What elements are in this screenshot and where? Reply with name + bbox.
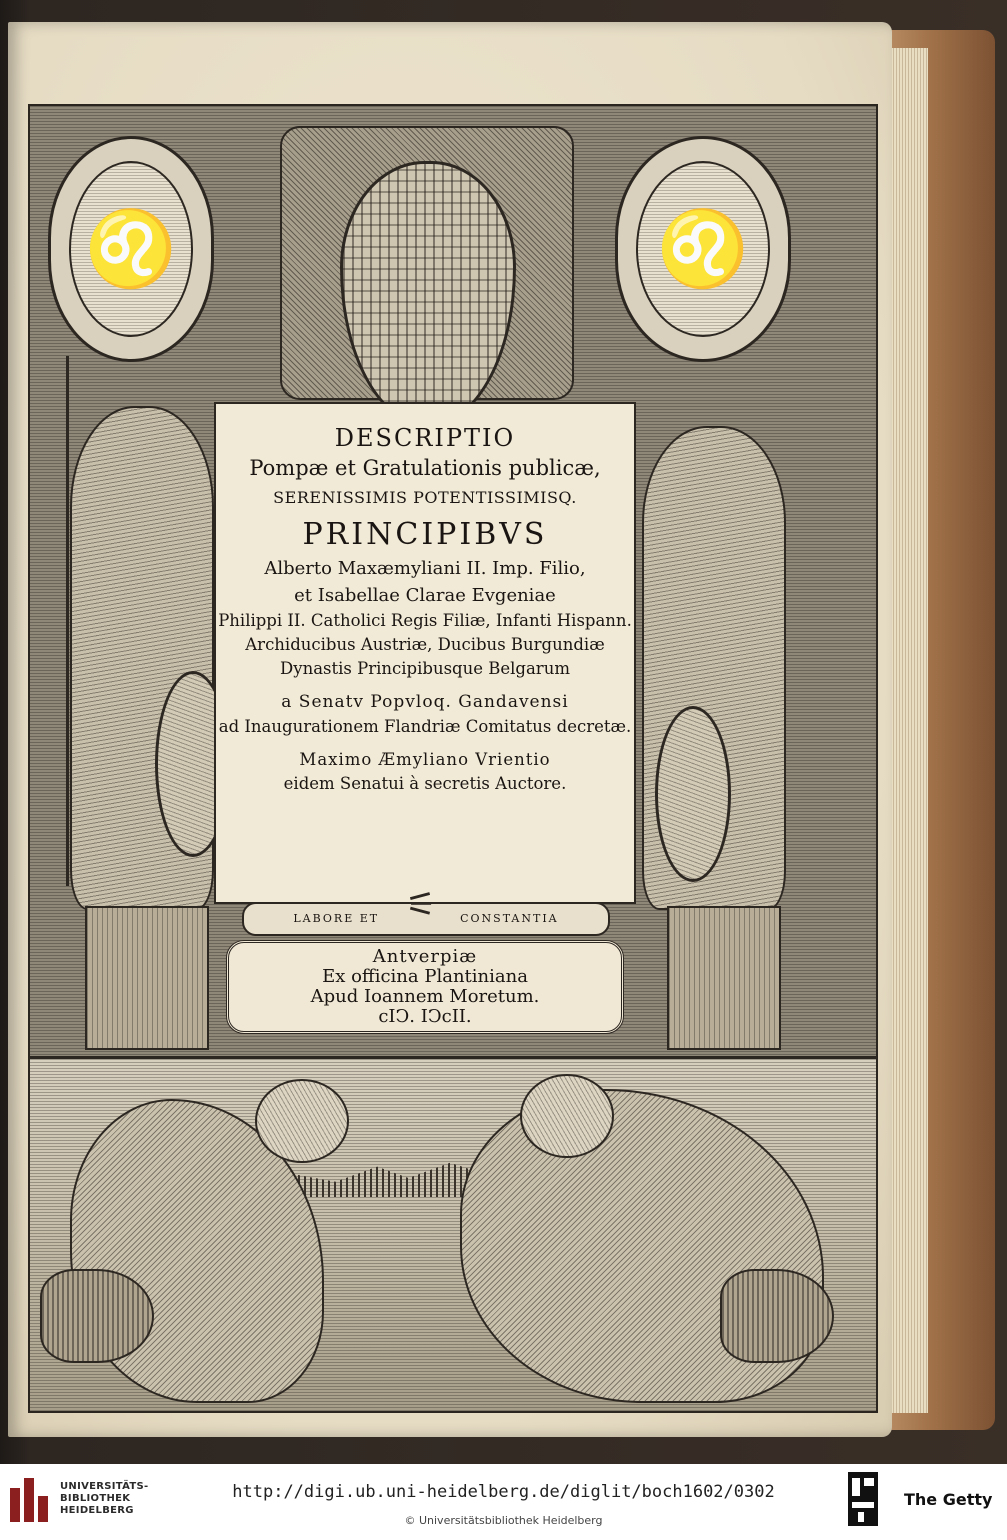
ub-heidelberg-name[interactable]: UNIVERSITÄTS- BIBLIOTHEK HEIDELBERG [60, 1481, 149, 1516]
right-putto [520, 1074, 614, 1158]
title-auctore: eidem Senatui à secretis Auctore. [283, 774, 567, 793]
river-landscape [30, 1056, 876, 1413]
title-principibus: PRINCIPIBVS [302, 517, 548, 552]
left-arms-cartouche [48, 136, 214, 362]
motto-left: LABORE ET [293, 912, 380, 925]
compass-icon: ⚟ [406, 885, 437, 925]
title-isabellae: et Isabellae Clarae Evgeniae [294, 585, 556, 606]
imprint-place: Antverpiæ [372, 946, 478, 967]
title-alberto: Alberto Maxæmyliani II. Imp. Filio, [264, 558, 586, 579]
page-edges [888, 48, 928, 1413]
left-urn [40, 1269, 154, 1363]
permalink-url[interactable]: http://digi.ub.uni-heidelberg.de/diglit/boch1602/0302 [232, 1482, 775, 1502]
imprint-officina: Ex officina Plantiniana [322, 966, 528, 987]
lion-rampant-icon: ♌ [656, 206, 750, 292]
viewer-footer [0, 1464, 1007, 1540]
lion-rampant-icon: ♌ [84, 206, 178, 292]
right-urn [720, 1269, 834, 1363]
imprint-box [226, 940, 624, 1034]
right-shield [655, 706, 731, 882]
right-pedestal [667, 906, 781, 1050]
spear [66, 356, 69, 886]
title-pompae: Pompæ et Gratulationis publicæ, [249, 456, 601, 480]
title-descriptio: DESCRIPTIO [334, 424, 516, 452]
engraved-frame [28, 104, 878, 1413]
motto-right: CONSTANTIA [460, 912, 559, 925]
right-arms-field [636, 161, 770, 337]
left-putto [255, 1079, 349, 1163]
title-philippi: Philippi II. Catholici Regis Filiæ, Infanti Hispann. [218, 611, 632, 630]
getty-label[interactable]: The Getty [904, 1490, 993, 1509]
getty-logo-icon [848, 1472, 878, 1526]
imprint-printer: Apud Ioannem Moretum. [310, 986, 540, 1007]
right-arms-cartouche [615, 136, 791, 362]
title-inaugurationem: ad Inaugurationem Flandriæ Comitatus decretæ. [218, 717, 632, 736]
title-archiducibus: Archiducibus Austriæ, Ducibus Burgundiæ [245, 635, 605, 654]
title-panel [214, 402, 636, 904]
imprint-year: cIↃ. IↃcII. [378, 1006, 472, 1027]
title-serenissimis: SERENISSIMIS POTENTISSIMISQ. [273, 488, 577, 507]
title-senatu: a Senatv Popvloq. Gandavensi [281, 692, 569, 712]
left-arms-field [69, 161, 193, 337]
title-maximo: Maximo Æmyliano Vrientio [299, 750, 551, 769]
copyright-notice: © Universitätsbibliothek Heidelberg [404, 1514, 603, 1527]
left-pedestal [85, 906, 209, 1050]
title-page [8, 22, 892, 1437]
imprint-area [216, 885, 632, 1032]
title-dynastis: Dynastis Principibusque Belgarum [280, 659, 570, 678]
